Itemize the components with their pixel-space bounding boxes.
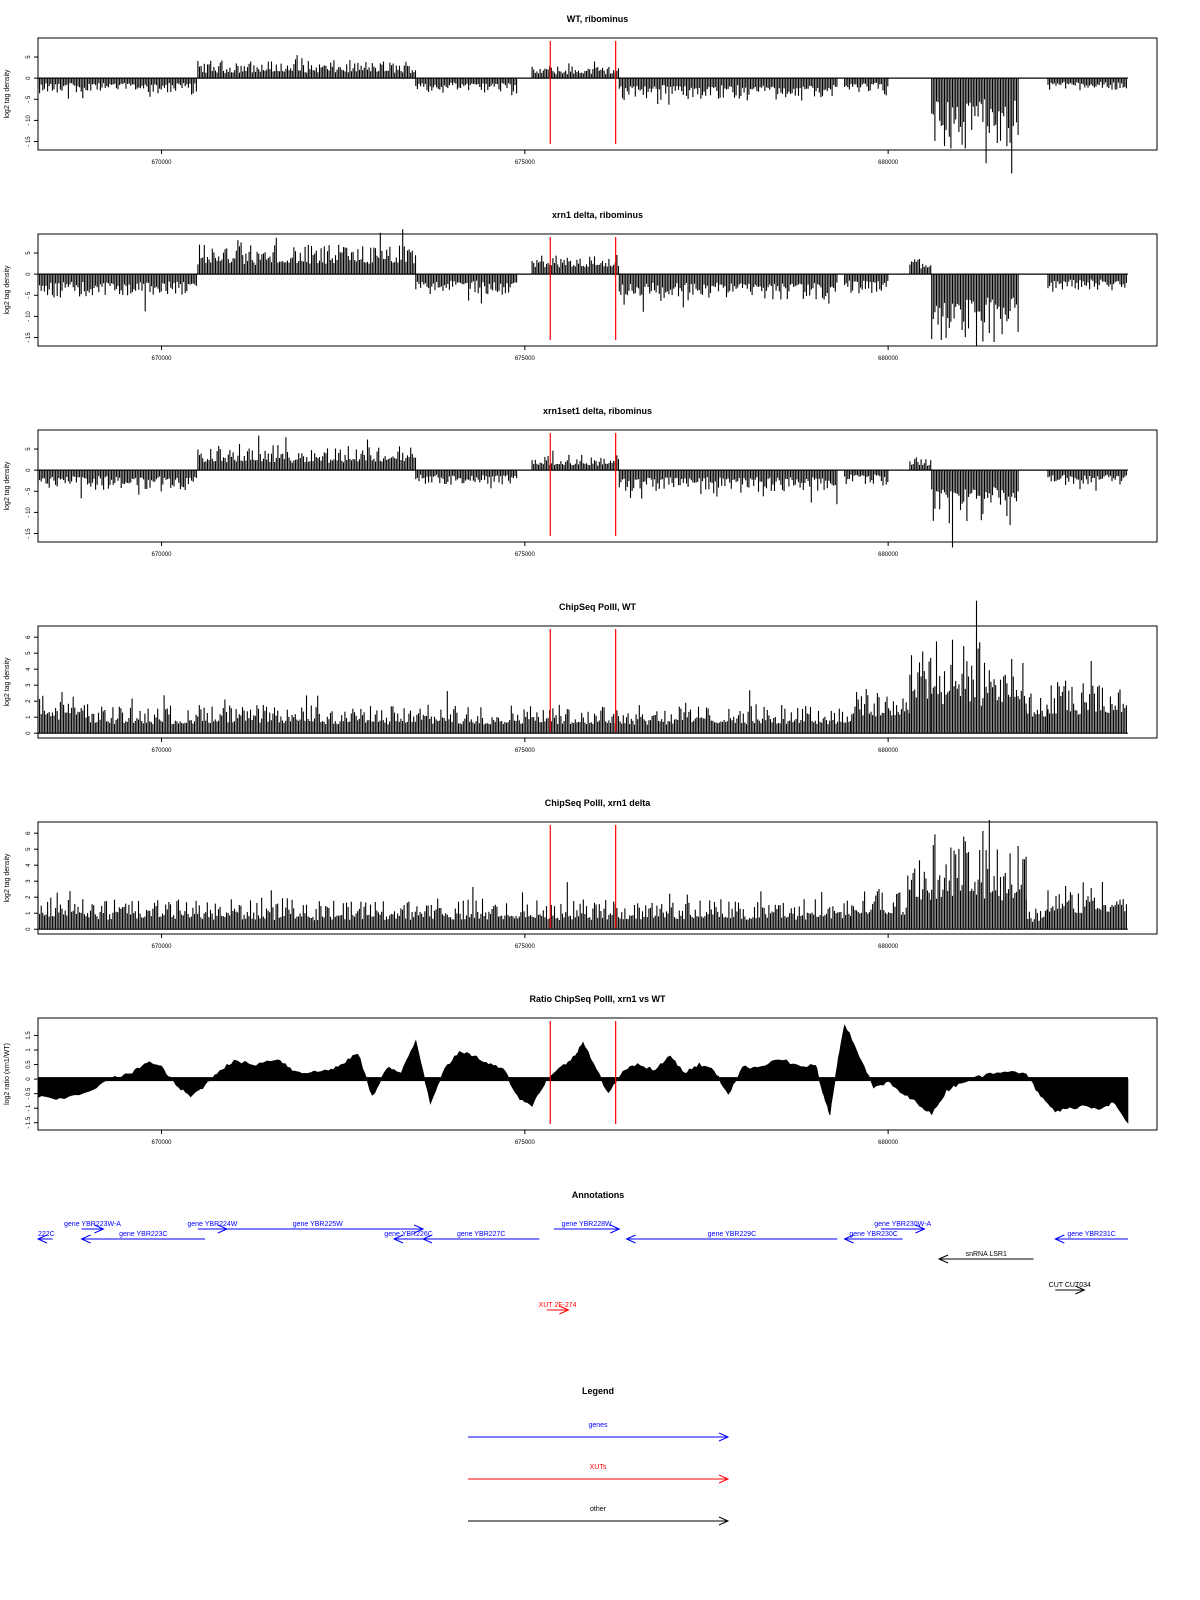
y-tick-label: 0 — [26, 76, 32, 80]
y-tick-label: 5 — [26, 251, 32, 255]
legend-entry-label: XUTs — [589, 1464, 607, 1471]
x-tick-label: 675000 — [514, 160, 535, 166]
data-marks — [38, 229, 1128, 346]
x-tick-label: 680000 — [878, 356, 899, 362]
data-marks — [38, 601, 1128, 734]
annotation-feature — [554, 1221, 619, 1233]
y-tick-label: 5 — [26, 847, 32, 851]
chart-panel-5 — [4, 798, 1157, 950]
y-tick-label: 0 — [26, 927, 32, 931]
x-tick-label: 670000 — [151, 1140, 172, 1146]
panel-title: xrn1set1 delta, ribominus — [542, 406, 653, 416]
annotation-label: gene YBR230C — [849, 1231, 898, 1238]
y-tick-label: - 10 — [26, 311, 32, 322]
y-tick-label: 5 — [26, 55, 32, 59]
legend-entry-label: genes — [588, 1422, 608, 1429]
y-tick-label: - 0.5 — [26, 1087, 32, 1100]
annotations-panel — [38, 1190, 1128, 1314]
y-axis-label: log2 tag density — [4, 461, 11, 511]
y-tick-label: 4 — [26, 667, 32, 671]
panel-title: ChipSeq PolII, WT — [559, 602, 636, 612]
annotation-label: gene YBR226C — [384, 1231, 433, 1238]
x-tick-label: 675000 — [514, 356, 535, 362]
chart-panel-2 — [4, 210, 1157, 362]
annotation-feature — [939, 1251, 1033, 1263]
x-tick-label: 675000 — [514, 552, 535, 558]
chart-panel-3 — [4, 406, 1157, 558]
annotation-label: gene YBR230W-A — [874, 1221, 932, 1228]
y-tick-label: 3 — [26, 683, 32, 687]
data-marks — [38, 820, 1128, 929]
y-tick-label: - 1 — [26, 1104, 32, 1112]
annotation-feature — [64, 1221, 121, 1233]
y-tick-label: - 15 — [26, 136, 32, 147]
x-tick-label: 675000 — [514, 944, 535, 950]
x-tick-label: 680000 — [878, 944, 899, 950]
x-tick-label: 680000 — [878, 748, 899, 754]
annotation-feature — [845, 1231, 903, 1243]
annotation-label: 222C — [38, 1231, 55, 1238]
annotation-label: XUT 2F-274 — [538, 1302, 577, 1309]
y-axis-label: log2 tag density — [4, 853, 11, 903]
y-tick-label: - 15 — [26, 332, 32, 343]
annotation-feature — [1055, 1231, 1128, 1243]
legend-entry — [468, 1422, 728, 1441]
annotation-label: gene YBR227C — [456, 1231, 506, 1238]
annotation-label: CUT CUT034 — [1048, 1282, 1091, 1289]
x-tick-label: 675000 — [514, 748, 535, 754]
annotation-feature — [627, 1231, 838, 1243]
y-tick-label: 1 — [26, 911, 32, 915]
y-tick-label: 5 — [26, 447, 32, 451]
chart-panel-6 — [4, 994, 1157, 1146]
annotation-feature — [82, 1231, 206, 1243]
legend-entry-label: other — [590, 1506, 606, 1513]
annotation-label: gene YBR224W — [187, 1221, 238, 1228]
y-tick-label: - 10 — [26, 507, 32, 518]
annotation-feature — [384, 1231, 433, 1243]
y-tick-label: 2 — [26, 699, 32, 703]
y-tick-label: - 15 — [26, 528, 32, 539]
y-tick-label: 6 — [26, 635, 32, 639]
y-tick-label: 6 — [26, 831, 32, 835]
zero-baseline — [38, 1077, 1128, 1081]
panel-title: Ratio ChipSeq PolII, xrn1 vs WT — [529, 994, 666, 1004]
annotation-feature — [423, 1231, 539, 1243]
annotation-feature — [38, 1231, 55, 1243]
y-tick-label: 5 — [26, 651, 32, 655]
y-axis-label: log2 ratio (xrn1/WT) — [4, 1043, 11, 1105]
annotation-label: gene YBR228W — [561, 1221, 612, 1228]
y-tick-label: - 1.5 — [26, 1116, 32, 1129]
x-tick-label: 670000 — [151, 552, 172, 558]
legend-entry — [468, 1464, 728, 1483]
y-tick-label: 4 — [26, 863, 32, 867]
y-tick-label: 0 — [26, 468, 32, 472]
x-tick-label: 680000 — [878, 160, 899, 166]
y-axis-label: log2 tag density — [4, 69, 11, 119]
x-tick-label: 680000 — [878, 552, 899, 558]
legend-entry — [468, 1506, 728, 1525]
legend-title: Legend — [581, 1386, 615, 1396]
annotation-label: gene YBR231C — [1067, 1231, 1116, 1238]
y-tick-label: 1 — [26, 715, 32, 719]
annotation-label: snRNA LSR1 — [965, 1251, 1007, 1258]
chart-panel-1 — [4, 14, 1157, 174]
y-tick-label: 3 — [26, 879, 32, 883]
x-tick-label: 670000 — [151, 748, 172, 754]
chart-panel-4 — [4, 601, 1157, 754]
legend-panel — [468, 1386, 728, 1525]
panel-title: WT, ribominus — [566, 14, 629, 24]
y-axis-label: log2 tag density — [4, 265, 11, 315]
annotation-label: gene YBR225W — [292, 1221, 343, 1228]
y-tick-label: - 5 — [26, 95, 32, 103]
y-axis-label: log2 tag density — [4, 657, 11, 707]
y-tick-label: 0 — [26, 1077, 32, 1081]
panel-title: ChipSeq PolII, xrn1 delta — [544, 798, 651, 808]
data-marks — [38, 1025, 1128, 1122]
annotation-label: gene YBR223C — [119, 1231, 168, 1238]
y-tick-label: 0.5 — [26, 1060, 32, 1069]
y-tick-label: - 10 — [26, 115, 32, 126]
annotations-title: Annotations — [571, 1190, 625, 1200]
ratio-area — [38, 1025, 1128, 1122]
y-tick-label: 2 — [26, 895, 32, 899]
x-tick-label: 670000 — [151, 160, 172, 166]
annotation-feature — [1049, 1282, 1091, 1294]
x-tick-label: 670000 — [151, 944, 172, 950]
annotation-label: gene YBR229C — [707, 1231, 757, 1238]
annotation-feature — [539, 1302, 577, 1314]
data-marks — [38, 55, 1128, 173]
y-tick-label: 1 — [26, 1048, 32, 1052]
y-tick-label: - 5 — [26, 487, 32, 495]
x-tick-label: 670000 — [151, 356, 172, 362]
x-tick-label: 680000 — [878, 1140, 899, 1146]
y-tick-label: 0 — [26, 731, 32, 735]
annotation-feature — [187, 1221, 237, 1233]
x-tick-label: 675000 — [514, 1140, 535, 1146]
y-tick-label: - 5 — [26, 291, 32, 299]
panel-title: xrn1 delta, ribominus — [551, 210, 644, 220]
annotation-label: gene YBR223W-A — [64, 1221, 121, 1228]
y-tick-label: 0 — [26, 272, 32, 276]
data-marks — [38, 436, 1128, 548]
y-tick-label: 1.5 — [26, 1031, 32, 1040]
